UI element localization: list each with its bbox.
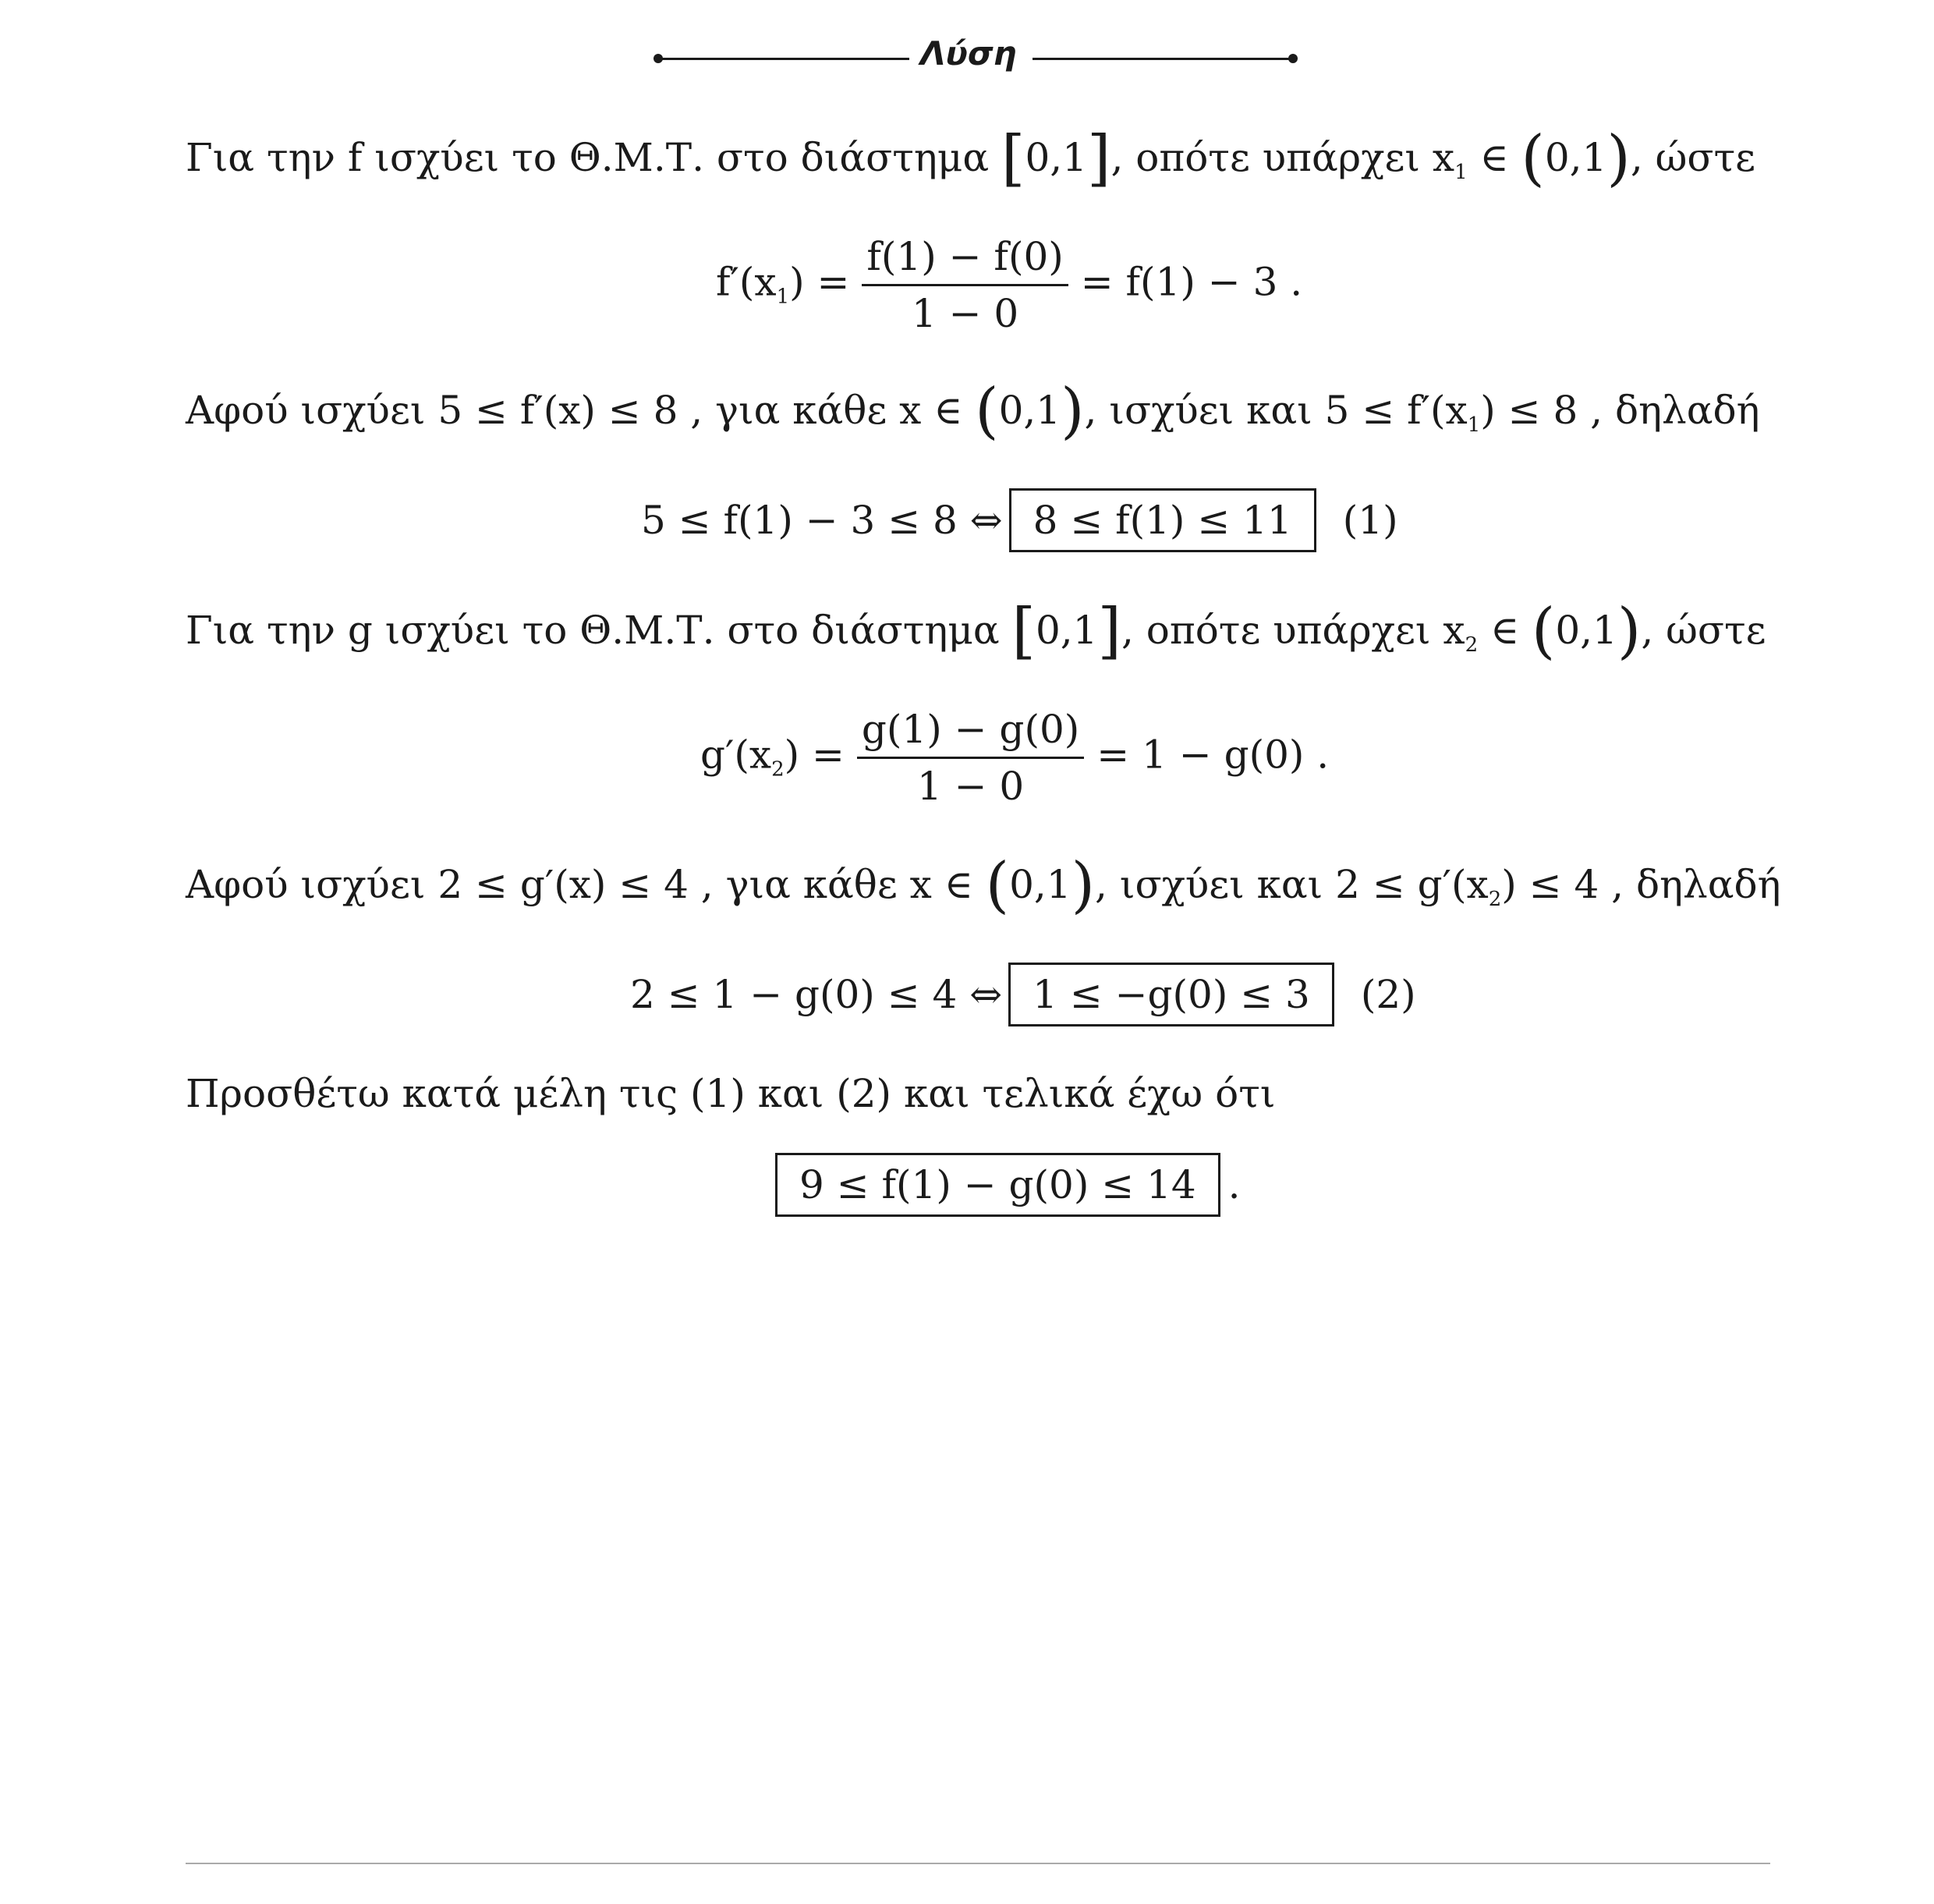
paren: ) — [1617, 596, 1642, 666]
fraction — [862, 234, 1068, 336]
paren: ( — [1531, 596, 1556, 666]
lhs: g′(x — [700, 732, 772, 778]
equation-tag: (1) — [1342, 498, 1398, 543]
header-left-rule — [658, 58, 909, 60]
bracket: [ — [1001, 123, 1025, 193]
paren: ( — [985, 850, 1010, 920]
equation-g-derivative — [700, 707, 1329, 809]
paren: ) — [1061, 376, 1085, 446]
numerator: g(1) − g(0) — [857, 707, 1084, 759]
paren: ) — [1071, 850, 1096, 920]
lhs: 2 ≤ 1 − g(0) ≤ 4 ⇔ — [630, 972, 1003, 1017]
text: ) ≤ 4 , δηλαδή — [1501, 862, 1781, 907]
text: , ώστε — [1641, 608, 1766, 653]
text: ∈ — [1478, 608, 1532, 653]
interval: 0,1 — [1035, 608, 1098, 653]
text: Για την g ισχύει το Θ.Μ.Τ. στο διάστημα — [186, 608, 1012, 653]
text: , οπότε υπάρχει x — [1121, 608, 1465, 653]
page-header — [0, 33, 1934, 80]
text: ∈ — [1467, 135, 1521, 180]
paragraph-mvt-f — [186, 123, 1756, 196]
equation-2 — [630, 963, 1416, 1026]
paragraph-g-bounds — [186, 850, 1781, 923]
header-title: Λύση — [920, 34, 1017, 73]
text: , ισχύει και 2 ≤ g′(x — [1095, 862, 1489, 907]
subscript: 2 — [1465, 633, 1479, 657]
header-right-dot — [1288, 54, 1298, 63]
lhs: 5 ≤ f(1) − 3 ≤ 8 ⇔ — [641, 498, 1003, 543]
text: , ισχύει και 5 ≤ f′(x — [1084, 388, 1468, 433]
rhs: = 1 − g(0) . — [1096, 732, 1330, 778]
text: Για την f ισχύει το Θ.Μ.Τ. στο διάστημα — [186, 135, 1002, 180]
text: ) ≤ 8 , δηλαδή — [1480, 388, 1760, 433]
text: , ώστε — [1630, 135, 1756, 180]
denominator: 1 − 0 — [916, 764, 1025, 809]
text: Αφού ισχύει 5 ≤ f′(x) ≤ 8 , για κάθε x ∈ — [186, 388, 976, 433]
lhs-end: ) = — [789, 259, 850, 305]
paragraph-sum: Προσθέτω κατά μέλη τις (1) και (2) και τελικά έχω ότι — [186, 1071, 1276, 1116]
text: Αφού ισχύει 2 ≤ g′(x) ≤ 4 , για κάθε x ∈ — [186, 862, 986, 907]
rhs: = f(1) − 3 . — [1080, 259, 1303, 305]
bracket: ] — [1097, 596, 1121, 666]
interval: 0,1 — [1025, 135, 1087, 180]
interval: 0,1 — [1544, 135, 1607, 180]
boxed-result: 1 ≤ −g(0) ≤ 3 — [1008, 963, 1334, 1026]
paren: ( — [975, 376, 999, 446]
subscript: 2 — [1488, 888, 1502, 911]
numerator: f(1) − f(0) — [862, 234, 1068, 286]
equation-f-derivative — [716, 234, 1302, 336]
interval: 0,1 — [1555, 608, 1617, 653]
paragraph-mvt-g — [186, 596, 1766, 668]
paren: ( — [1521, 123, 1545, 193]
interval: 0,1 — [1009, 862, 1071, 907]
subscript: 1 — [1467, 413, 1481, 437]
bracket: ] — [1087, 123, 1111, 193]
header-right-rule — [1033, 58, 1291, 60]
equation-tag: (2) — [1360, 972, 1416, 1017]
period: . — [1227, 1162, 1241, 1207]
denominator: 1 − 0 — [911, 291, 1019, 336]
subscript: 2 — [771, 757, 785, 782]
subscript: 1 — [1454, 161, 1468, 184]
text: , οπότε υπάρχει x — [1110, 135, 1455, 180]
boxed-result: 8 ≤ f(1) ≤ 11 — [1009, 488, 1316, 552]
interval: 0,1 — [998, 388, 1061, 433]
subscript: 1 — [776, 285, 790, 309]
boxed-result: 9 ≤ f(1) − g(0) ≤ 14 — [775, 1153, 1220, 1217]
footer-rule — [186, 1863, 1770, 1864]
fraction — [857, 707, 1084, 809]
lhs-end: ) = — [784, 732, 845, 778]
lhs: f′(x — [716, 259, 777, 305]
paragraph-f-bounds — [186, 376, 1760, 449]
bracket: [ — [1011, 596, 1036, 666]
paren: ) — [1606, 123, 1631, 193]
final-result — [769, 1153, 1241, 1217]
equation-1 — [641, 488, 1398, 552]
